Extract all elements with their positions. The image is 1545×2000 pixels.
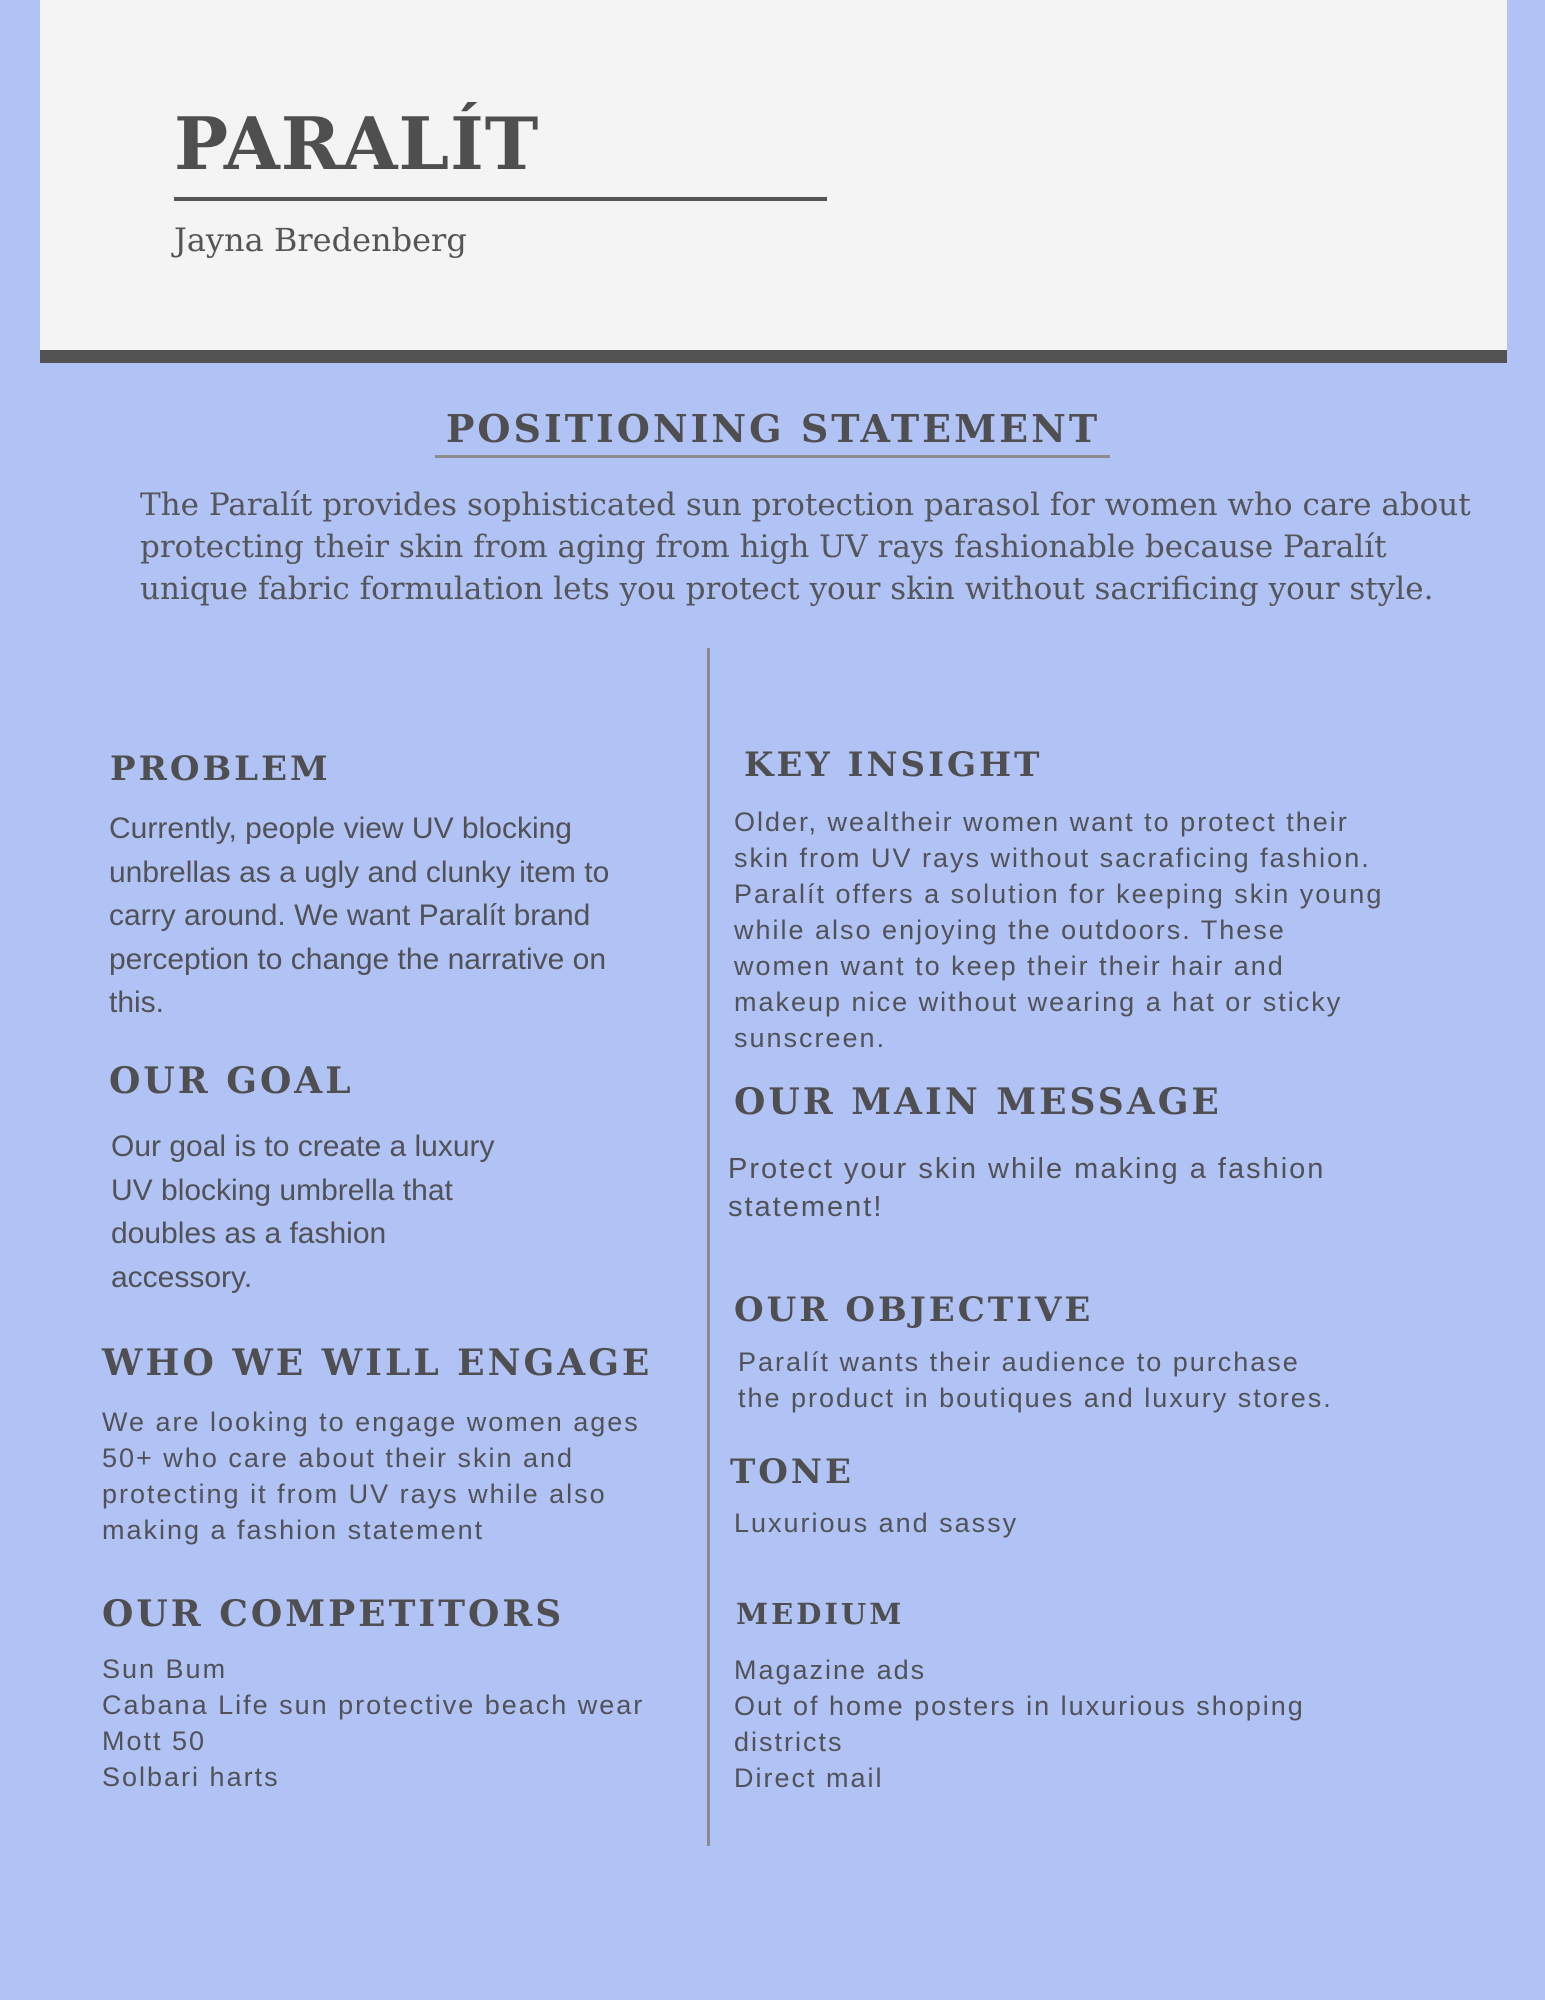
engage-line: protecting it from UV rays while also bbox=[102, 1479, 607, 1509]
author-name: Jayna Bredenberg bbox=[174, 221, 467, 259]
medium-item: Direct mail bbox=[734, 1763, 884, 1793]
medium-item: Magazine ads bbox=[734, 1655, 927, 1685]
goal-line: doubles as a fashion bbox=[111, 1217, 387, 1250]
title-underline bbox=[174, 197, 827, 201]
competitor-item: Cabana Life sun protective beach wear bbox=[102, 1690, 645, 1720]
competitors-list bbox=[102, 1651, 644, 1795]
problem-line: this. bbox=[109, 986, 165, 1019]
insight-line: Older, wealtheir women want to protect their bbox=[734, 807, 1349, 837]
engage-line: We are looking to engage women ages bbox=[102, 1407, 640, 1437]
insight-line: while also enjoying the outdoors. These bbox=[734, 915, 1286, 945]
positioning-line: protecting their skin from aging from high UV rays fashionable because Paralít bbox=[140, 529, 1387, 565]
engage-line: making a fashion statement bbox=[102, 1515, 485, 1545]
competitor-item: Solbari harts bbox=[102, 1762, 280, 1792]
tone-text bbox=[734, 1505, 1018, 1541]
problem-heading: PROBLEM bbox=[110, 749, 331, 789]
engage-text bbox=[102, 1404, 640, 1548]
insight-line: Paralít offers a solution for keeping skin young bbox=[734, 879, 1384, 909]
positioning-line: unique fabric formulation lets you protect your skin without sacrificing your style. bbox=[140, 571, 1434, 607]
goal-line: accessory. bbox=[111, 1260, 253, 1294]
competitor-item: Mott 50 bbox=[102, 1726, 207, 1756]
header-divider-bar bbox=[40, 350, 1507, 363]
message-line: Protect your skin while making a fashion bbox=[728, 1153, 1326, 1185]
goal-heading: OUR GOAL bbox=[109, 1060, 354, 1102]
medium-item: districts bbox=[734, 1727, 844, 1757]
message-heading: OUR MAIN MESSAGE bbox=[734, 1081, 1222, 1123]
problem-line: unbrellas as a ugly and clunky item to bbox=[109, 855, 610, 889]
engage-line: 50+ who care about their skin and bbox=[102, 1443, 575, 1473]
insight-text bbox=[734, 804, 1383, 1056]
insight-line: sunscreen. bbox=[734, 1023, 887, 1053]
message-line: statement! bbox=[728, 1191, 884, 1223]
tone-line: Luxurious and sassy bbox=[734, 1508, 1019, 1538]
brand-title: PARALÍT bbox=[174, 101, 540, 186]
tone-heading: TONE bbox=[730, 1452, 854, 1492]
medium-heading: MEDIUM bbox=[736, 1597, 905, 1631]
goal-line: Our goal is to create a luxury bbox=[111, 1130, 495, 1163]
goal-text bbox=[111, 1125, 495, 1299]
problem-line: carry around. We want Paralít brand bbox=[109, 899, 591, 932]
insight-line: makeup nice without wearing a hat or sticky bbox=[734, 987, 1343, 1017]
positioning-text bbox=[140, 484, 1471, 610]
objective-text bbox=[738, 1344, 1333, 1416]
insight-line: women want to keep their their hair and bbox=[734, 951, 1285, 981]
objective-line: Paralít wants their audience to purchase bbox=[738, 1347, 1300, 1377]
objective-line: the product in boutiques and luxury stores. bbox=[738, 1383, 1333, 1413]
competitors-heading: OUR COMPETITORS bbox=[102, 1593, 565, 1635]
positioning-line: The Paralít provides sophisticated sun protection parasol for women who care about bbox=[140, 487, 1471, 523]
goal-line: UV blocking umbrella that bbox=[111, 1173, 453, 1207]
message-text bbox=[728, 1150, 1325, 1226]
insight-line: skin from UV rays without sacraficing fashion. bbox=[734, 843, 1371, 873]
positioning-heading: POSITIONING STATEMENT bbox=[445, 406, 1101, 451]
problem-line: perception to change the narrative on bbox=[109, 942, 607, 976]
engage-heading: WHO WE WILL ENGAGE bbox=[102, 1342, 653, 1384]
column-divider bbox=[707, 648, 710, 1846]
objective-heading: OUR OBJECTIVE bbox=[734, 1290, 1094, 1330]
insight-heading: KEY INSIGHT bbox=[744, 745, 1043, 785]
positioning-underline bbox=[435, 455, 1110, 458]
problem-text bbox=[109, 807, 609, 1025]
problem-line: Currently, people view UV blocking bbox=[109, 812, 572, 845]
competitor-item: Sun Bum bbox=[102, 1654, 228, 1684]
medium-item: Out of home posters in luxurious shoping bbox=[734, 1691, 1305, 1721]
medium-list bbox=[734, 1652, 1305, 1796]
